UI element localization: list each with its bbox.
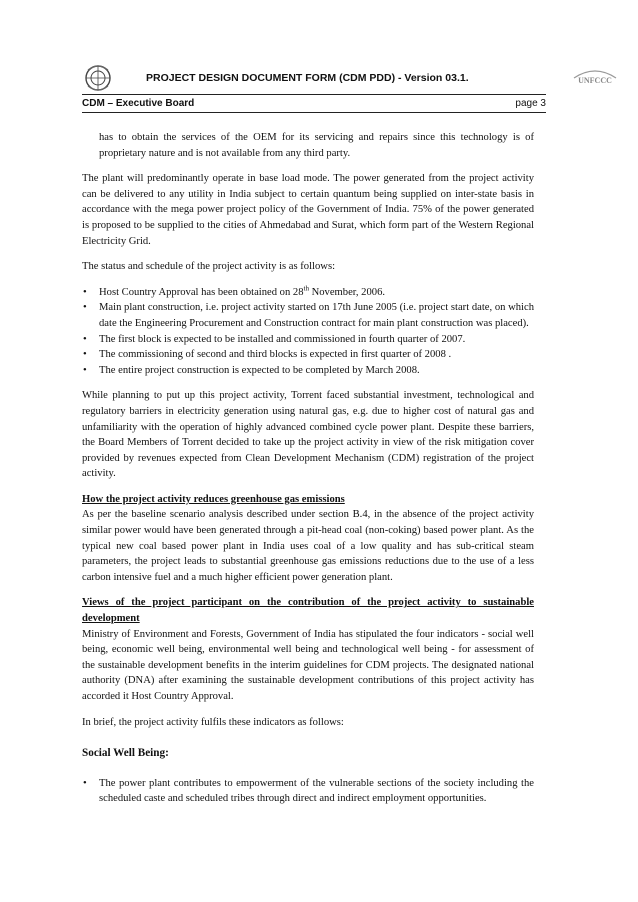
barriers-paragraph: While planning to put up this project activity, Torrent faced substantial investment, technological and regulatory barriers in electricity generation using natural gas, e.g. due to higher cost of natural gas and unfamiliarity with the operation of highly advanced combined cycle power plant. Despite these barriers, the Board Members of Torrent decided to take up the project activity in view of the risk mitigation cover provided by revenues expected from Clean Development Mechanism (CDM) registration of the project activity. (82, 390, 534, 480)
ghg-section-heading: How the project activity reduces greenhouse gas emissions (82, 493, 345, 505)
intro-continuation-paragraph: has to obtain the services of the OEM for its servicing and repairs since this technology is of proprietary nature and is not available from any third party. (99, 132, 534, 159)
ghg-section-body: As per the baseline scenario analysis described under section B.4, in the absence of the project activity similar power would have been generated through a pit-head coal (non-coking) based power plant. As the typical new coal based power plant in India uses coal of a low quality and has sub-critical steam parameters, the project leads to substantial greenhouse gas emissions reductions due to the use of a less carbon intensive fuel and a much higher efficient power generation plant. (82, 509, 534, 583)
executive-board-label: CDM – Executive Board (82, 98, 195, 109)
document-body (82, 130, 534, 807)
social-well-being-list (82, 776, 534, 807)
unfccc-logo (572, 66, 618, 88)
un-emblem-logo (84, 64, 112, 92)
page-number: page 3 (515, 98, 546, 109)
list-item: • Main plant construction, i.e. project activity started on 17th June 2005 (i.e. project start date, on which date the Engineering Procurement and Construction contract for main plant construction was placed). (82, 300, 534, 331)
list-item: • The entire project construction is expected to be completed by March 2008. (82, 363, 534, 379)
sustainable-development-heading: Views of the project participant on the contribution of the project activity to sustainable development (82, 597, 534, 625)
unfccc-logo-text: UNFCCC (578, 76, 612, 85)
header-divider-top (82, 94, 546, 95)
sustainable-development-body: Ministry of Environment and Forests, Government of India has stipulated the four indicators - social well being, economic well being, environmental well being and technological well being - for assessment of the sustainable development benefits in the interim guidelines for CDM projects. The designated national authority (DNA) after examining the sustainable development contributions of this project activity has accorded it Host Country Approval. (82, 628, 534, 702)
document-subheader (82, 98, 546, 113)
list-item: • The first block is expected to be installed and commissioned in fourth quarter of 2007. (82, 332, 534, 348)
document-header-title: PROJECT DESIGN DOCUMENT FORM (CDM PDD) - Version 03.1. (146, 72, 469, 84)
list-item: • Host Country Approval has been obtained on 28th November, 2006. (82, 285, 534, 301)
list-item: • The commissioning of second and third blocks is expected in first quarter of 2008 . (82, 347, 534, 363)
brief-paragraph: In brief, the project activity fulfils these indicators as follows: (82, 716, 344, 728)
status-schedule-list (82, 285, 534, 379)
list-item: • The power plant contributes to empowerment of the vulnerable sections of the society including the scheduled caste and scheduled tribes through direct and indirect employment opportunities. (82, 776, 534, 807)
status-intro-paragraph: The status and schedule of the project activity is as follows: (82, 261, 336, 273)
social-well-being-heading: Social Well Being: (82, 747, 169, 760)
operation-paragraph: The plant will predominantly operate in base load mode. The power generated from the project activity can be delivered to any utility in India subject to certain quantum being supplied on inter-state basis in accordance with the mega power project policy of the Government of India. 75% of the power generated is proposed to be supplied to the cities of Ahmedabad and Surat, which form part of the Western Regional Electricity Grid. (82, 173, 534, 247)
